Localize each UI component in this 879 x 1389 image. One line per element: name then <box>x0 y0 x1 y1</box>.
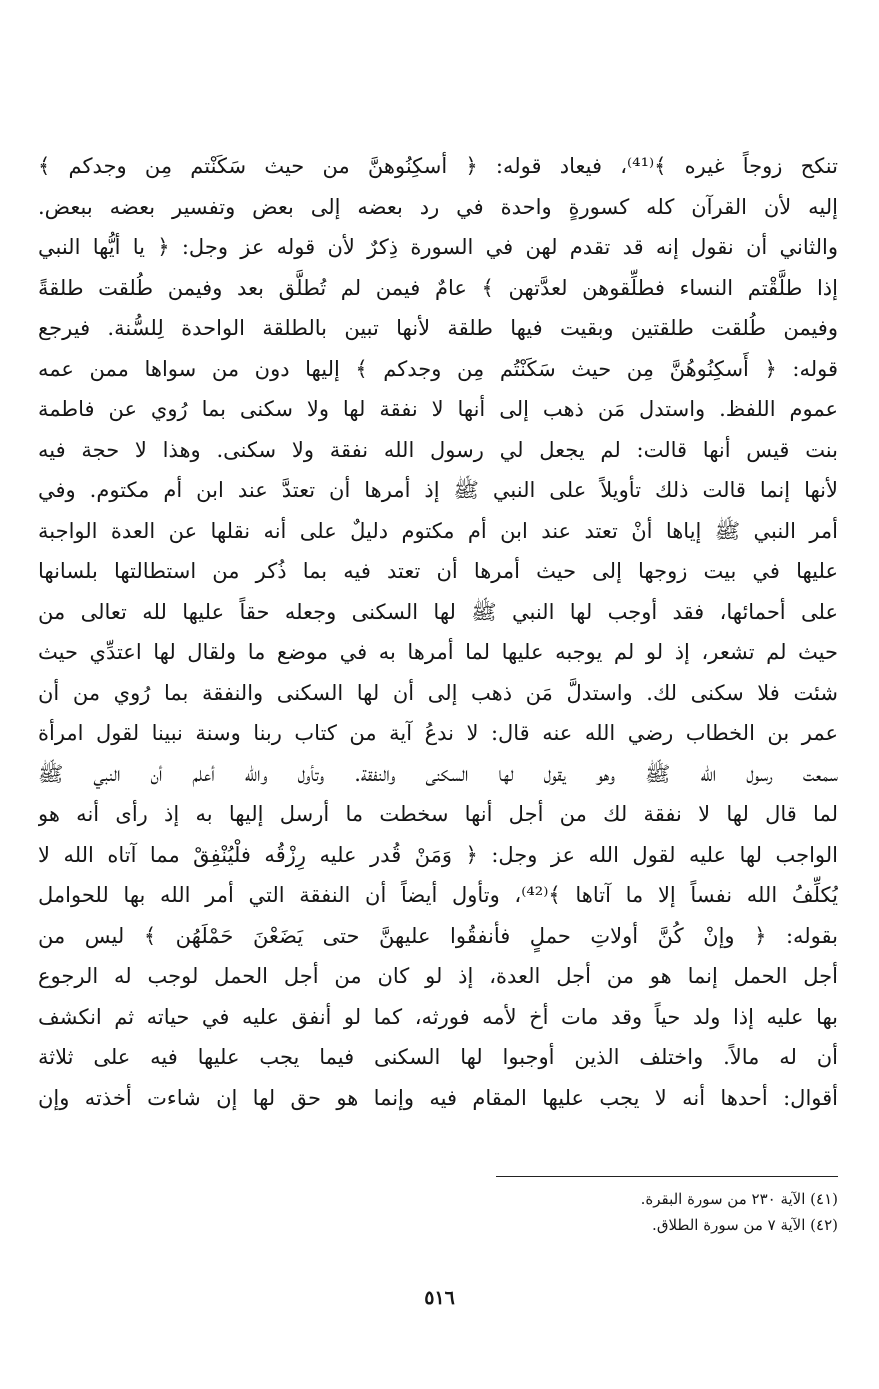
text-line: لأنها إنما قالت ذلك تأويلاً على النبي ﷺ إذ أمرها أن تعتدَّ عند ابن أم مكتوم. وفي <box>38 478 838 502</box>
text-line: على أحمائها، فقد أوجب لها النبي ﷺ لها السكنى وجعله حقاً عليها لله تعالى من <box>38 599 838 624</box>
footnote: (٤١) الآية ٢٣٠ من سورة البقرة. <box>640 1190 838 1208</box>
text-line: عليها في بيت زوجها إلى حيث أمرها أن تعتد فيه بما ذُكر من استطالتها بلسانها <box>38 559 838 583</box>
text-line: أجل الحمل إنما هو من أجل العدة، إذ لو كان من أجل الحمل لوجب له الرجوع <box>38 964 838 988</box>
text-line: لما قال لها لا نفقة لك من أجل أنها سخطت ما أرسل إليها به إذ رأى أنه هو <box>38 802 838 826</box>
text-line: يُكلِّفُ الله نفساً إلا ما آتاها ﴾⁽⁴²⁾، وتأول أيضاً أن النفقة التي أمر الله بها للحوامل <box>38 883 838 907</box>
text-line: أمر النبي ﷺ إياها أنْ تعتد عند ابن أم مكتوم دليلٌ على أنه نقلها عن العدة الواجبة <box>38 518 838 543</box>
text-line: أن له مالاً. واختلف الذين أوجبوا لها السكنى فيما يجب عليها فيه على ثلاثة <box>38 1045 838 1069</box>
text-line: عمر بن الخطاب رضي الله عنه قال: لا ندعُ آية من كتاب ربنا وسنة نبينا لقول امرأة <box>38 721 838 745</box>
text-line: الواجب لها عليه لقول الله عز وجل: ﴿ وَمَنْ قُدر عليه رِزْقُه فلْيُنْفِقْ مما آتاه الله لا <box>38 842 838 867</box>
text-line: بها عليه إذا ولد حياً وقد مات أخ لأمه فورثه، كما لو أنفق عليه في حياته ثم انكشف <box>38 1004 838 1029</box>
text-line: أقوال: أحدها أنه لا يجب عليها المقام فيه وإنما هو حق لها إن شاءت أخذته وإن <box>38 1085 838 1110</box>
text-line: بنت قيس أنها قالت: لم يجعل لي رسول الله نفقة ولا سكنى. وهذا لا حجة فيه <box>38 437 838 462</box>
footnote: (٤٢) الآية ٧ من سورة الطلاق. <box>652 1216 838 1234</box>
text-line: قوله: ﴿ أَسكِنُوهُنَّ مِن حيث سَكَنْتُم مِن وجدكم ﴾ إليها دون من سواها ممن عمه <box>38 356 838 381</box>
text-line: شئت فلا سكنى لك. واستدلَّ مَن ذهب إلى أن لها السكنى والنفقة بما رُوي من أن <box>38 680 838 705</box>
text-line: سمعت رسول الله ﷺ وهو يقول لها السكنى والنفقة. وتأول والله أعلم أن النبي ﷺ <box>38 761 838 786</box>
body-text <box>38 146 838 1118</box>
text-line: تنكح زوجاً غيره ﴾⁽⁴¹⁾، فيعاد قوله: ﴿ أسكِنُوهنَّ من حيث سَكَنْتم مِن وجدكم ﴾ <box>38 154 838 178</box>
text-line: بقوله: ﴿ وإنْ كُنَّ أولاتِ حملٍ فأنفقُوا عليهنَّ حتى يَضَعْنَ حَمْلَهُن ﴾ ليس من <box>38 923 838 948</box>
text-line: إذا طلَّقْتم النساء فطلِّقوهن لعدَّتهن ﴾ عامٌ فيمن لم تُطلَّق بعد وفيمن طُلقت طلقةً <box>38 275 838 300</box>
footnotes <box>338 1186 838 1238</box>
text-line: إليه لأن القرآن كله كسورةٍ واحدة في رد بعضه إلى بعض وتفسير بعضه ببعض. <box>38 194 838 219</box>
footnote-separator <box>496 1176 838 1177</box>
page-number: ٥١٦ <box>424 1287 455 1309</box>
text-line: حيث لم تشعر، إذ لو لم يوجبه عليها لما أمرها به في موضع ما ولقال لها اعتدِّي حيث <box>38 640 838 664</box>
text-line: والثاني أن نقول إنه قد تقدم لهن في السورة ذِكرٌ لأن قوله عز وجل: ﴿ يا أيُّها النبي <box>38 235 838 259</box>
text-line: وفيمن طُلقت طلقتين وبقيت فيها طلقة لأنها تبين بالطلقة الواحدة لِلسُّنة. فيرجع <box>38 316 838 340</box>
text-line: عموم اللفظ. واستدل مَن ذهب إلى أنها لا نفقة لها ولا سكنى بما رُوي عن فاطمة <box>38 397 838 421</box>
